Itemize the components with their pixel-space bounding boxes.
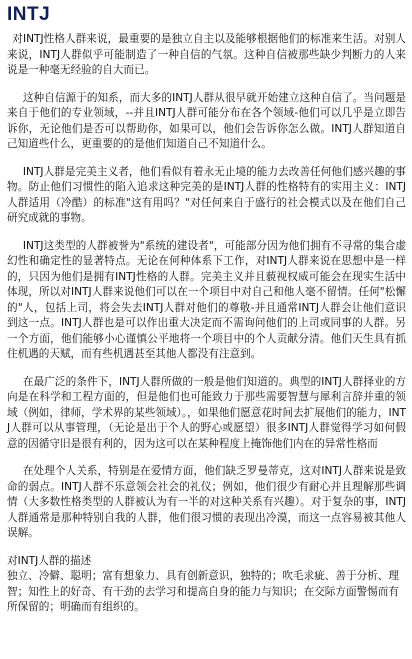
traits-heading: 对INTJ人群的描述 [7,554,92,567]
paragraph-perfectionism: INTJ人群是完美主义者，他们看似有着永无止境的能力去改善任何他们感兴趣的事物。防止他们习惯性的陷入追求这种完美的是INTJ人群的性格特有的实用主义：INTJ人群适用（冷酷）的标准"这有用吗？"对任何来自于盛行的社会模式以及在他们自己研究成就的事物。 [7,165,406,224]
paragraph-confidence: 这种自信源于的知系，而大多的INTJ人群从很早就开始建立这种自信了。当问题是来自于他们的专业领域，--并且INTJ人群可能分布在各个领域-他们可以几乎是立即告诉你，无论他们是否可以帮助你，如果可以，他们会告诉你怎么做。INTJ人群知道自己知道些什么，更重要的的是他们知道自己不知道什么。 [7,91,406,150]
paragraph-system-builders: INTJ这类型的人群被誉为"系统的建设者"，可能部分因为他们拥有不寻常的集合虚幻性和确定性的显著特点。无论在何种体系下工作，对INTJ人群来说在思想中是一样的，只因为他们是拥有INTJ性格的人群。完美主义并且藐视权威可能会在现实生活中体现，所以对INTJ人群来说他们可以在一个项目中对自己和他人毫不留情。任何"松懈的"人，包括上司，将会失去INTJ人群对他们的尊敬-并且通常INTJ人群会让他们意识到这一点。INTJ人群也是可以作出重大决定而不需询问他们的上司或同事的人群。另一个方面，他们能够小心谨慎公平地将一个项目中的个人贡献分清。他们天生具有抓住机遇的天赋，而有些机遇甚至其他人都没有注意到。 [7,239,406,360]
paragraph-careers: 在最广泛的条件下，INTJ人群所做的一般是他们知道的。典型的INTJ人群择业的方向是在科学和工程方面的，但是他们也可能致力于那些需要智慧与犀利言辞并重的领域（例如，律师，学术界的某些领域）。，如果他们愿意花时间去扩展他们的能力，INTJ人群可以从事管理，（无论是出于个人的野心或愿望）很多INTJ人群觉得学习如何假意的因循守旧是很有利的，因为这可以在某种程度上掩饰他们内在的异常性格而 [7,375,406,450]
traits-description: 独立、冷僻、聪明；富有想象力、具有创新意识，独特的；吹毛求疵、善于分析、理智；知性上的好奇、有干劲的去学习和提高自身的能力与知识；在交际方面警惕而有所保留的；明确而有组织的。 [7,570,399,613]
paragraph-relationships: 在处理个人关系，特别是在爱情方面，他们缺乏罗曼蒂克，这对INTJ人群来说是致命的弱点。INTJ人群不乐意领会社会的礼仪；例如，他们很少有耐心并且理解那些调情（大多数性格类型的人群被认为有一半的对这种关系有兴趣）。对于复杂的事，INTJ人群通常是那种特别自我的人群，他们很习惯的表现出冷漠，而这一点容易被其他人误解。 [7,465,406,539]
page-title: INTJ [7,4,51,25]
paragraph-independence: 对INTJ性格人群来说，最重要的是独立自主以及能够根据他们的标准来生活。对别人来说，INTJ人群似乎可能制造了一种自信的气氛。这种自信被那些缺少判断力的人来说是一种毫无经验的自大而已。 [7,33,406,76]
